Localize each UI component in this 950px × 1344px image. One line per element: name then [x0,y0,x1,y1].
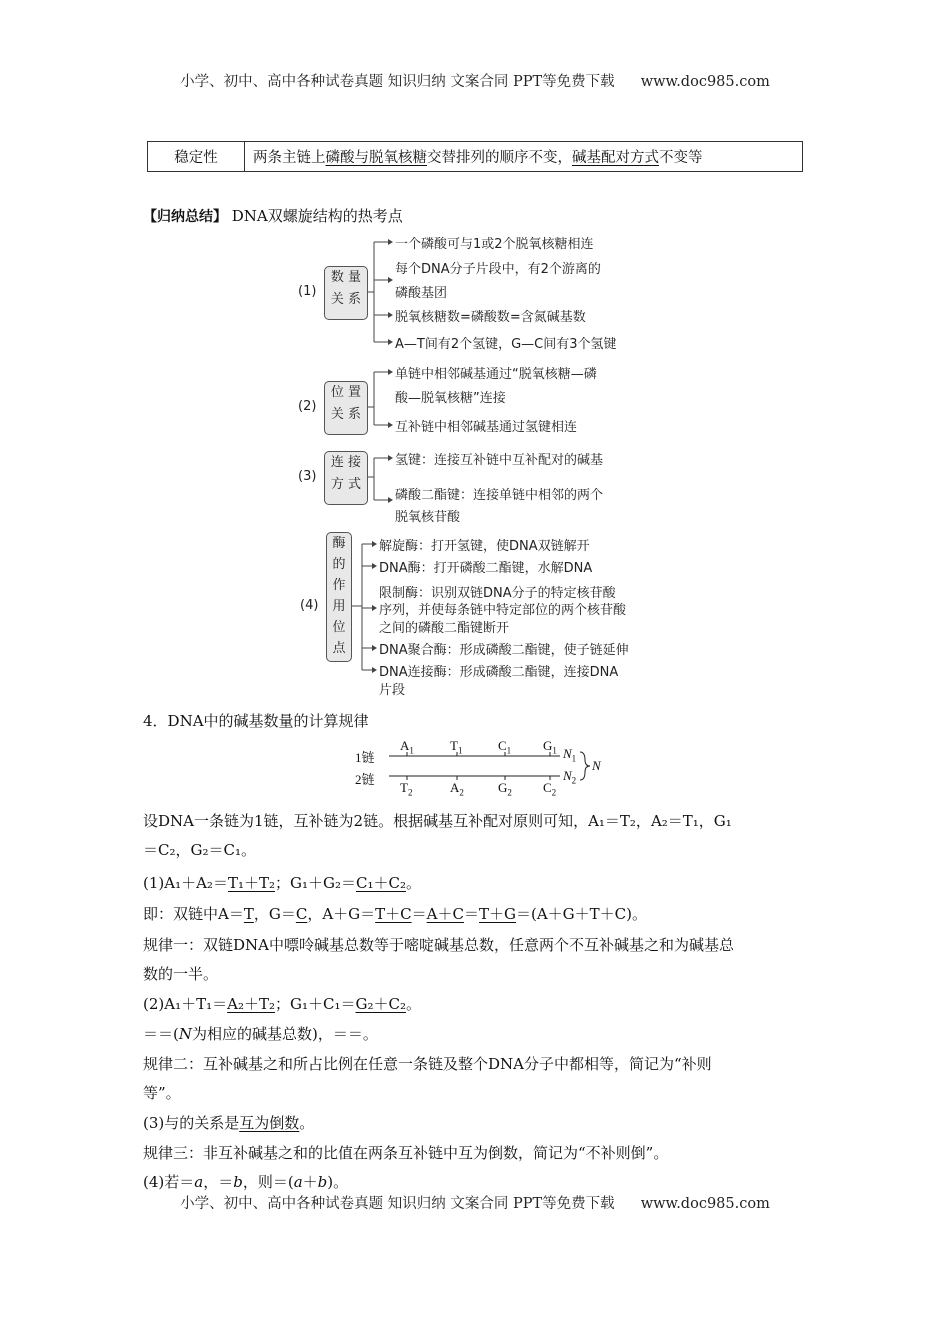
n-label: N [592,758,601,773]
g4-item: 之间的磷酸二酯键断开 [379,621,510,636]
bottom-base: $A_2$ [450,780,464,798]
chain-2-label: 2链 [355,772,375,787]
group-2-box: 位 置 关 系 [324,381,368,435]
group-4-number: (4) [300,598,319,613]
top-base: $A_1$ [400,738,414,756]
g3-item: 磷酸二酯键：连接单链中相邻的两个 [395,488,604,503]
header-url[interactable]: www.doc985.com [640,74,770,90]
body-line: ＝C₂，G₂＝C₁。 [143,841,256,859]
g4-item: DNA酶：打开磷酸二酯键，水解DNA [379,561,593,576]
section-4-title: 4．DNA中的碱基数量的计算规律 [143,712,369,730]
body-line: 设DNA一条链为1链，互补链为2链。根据碱基互补配对原则可知，A₁＝T₂，A₂＝T₁，G₁ [143,812,732,830]
body-line: (2)A₁＋T₁＝A₂＋T₂；G₁＋C₁＝G₂＋C₂。 [143,995,422,1013]
g1-item: 脱氧核糖数=磷酸数=含氮碱基数 [395,310,586,325]
body-line: (1)A₁＋A₂＝T₁＋T₂；G₁＋G₂＝C₁＋C₂。 [143,874,421,892]
g4-item: 片段 [379,683,406,698]
top-base: $T_1$ [450,738,463,756]
n2-label: $N_2$ [563,768,577,786]
g2-item: 单链中相邻碱基通过“脱氧核糖—磷 [395,367,597,382]
top-base: $G_1$ [543,738,557,756]
bottom-base: $T_2$ [400,780,413,798]
bottom-base: $C_2$ [543,780,557,798]
stability-desc: 两条主链上磷酸与脱氧核糖交替排列的顺序不变，碱基配对方式不变等 [245,142,803,172]
n1-label: $N_1$ [563,746,577,764]
body-line: (3)与的关系是互为倒数。 [143,1114,315,1132]
g1-item: 磷酸基团 [395,286,448,301]
group-3-number: (3) [298,469,317,484]
g1-item: A—T间有2个氢键，G—C间有3个氢键 [395,337,617,352]
body-line: ＝＝(N为相应的碱基总数)，＝＝。 [143,1025,378,1043]
g4-item: 序列，并使每条链中特定部位的两个核苷酸 [379,603,627,618]
rule-1: 规律一：双链DNA中嘌呤碱基总数等于嘧啶碱基总数，任意两个不互补碱基之和为碱基总 [143,936,734,954]
body-line: 数的一半。 [143,965,219,983]
g4-item: DNA聚合酶：形成磷酸二酯键，使子链延伸 [379,643,629,658]
rule-3: 规律三：非互补碱基之和的比值在两条互补链中互为倒数，简记为“不补则倒”。 [143,1144,669,1162]
group-1-box: 数 量 关 系 [324,266,368,320]
body-line: 等”。 [143,1084,181,1102]
footer-text: 小学、初中、高中各种试卷真题 知识归纳 文案合同 PPT等免费下载 [180,1196,615,1212]
g4-item: 解旋酶：打开氢键，使DNA双链解开 [379,539,590,554]
group-2-number: (2) [298,399,317,414]
top-base: $C_1$ [498,738,512,756]
summary-title: DNA双螺旋结构的热考点 [231,207,403,225]
summary-tag: 【归纳总结】 [143,209,227,225]
group-3-box: 连 接 方 式 [324,451,368,505]
group-4-box: 酶 的 作 用 位 点 [326,532,352,662]
g3-item: 脱氧核苷酸 [395,510,461,525]
g4-item: DNA连接酶：形成磷酸二酯键，连接DNA [379,665,619,680]
header-text: 小学、初中、高中各种试卷真题 知识归纳 文案合同 PPT等免费下载 [180,74,615,90]
group-1-number: (1) [298,284,317,299]
body-line: (4)若＝a，＝b，则＝(a＋b)。 [143,1173,349,1191]
g2-item: 酸—脱氧核糖”连接 [395,391,506,406]
footer-url[interactable]: www.doc985.com [640,1196,770,1212]
g1-item: 一个磷酸可与1或2个脱氧核糖相连 [395,237,594,252]
stability-label: 稳定性 [148,142,245,172]
body-line: 即：双链中A＝T，G＝C，A＋G＝T＋C＝A＋C＝T＋G＝(A＋G＋T＋C)。 [143,905,647,923]
bottom-base: $G_2$ [498,780,512,798]
rule-2: 规律二：互补碱基之和所占比例在任意一条链及整个DNA分子中都相等，简记为“补则 [143,1055,712,1073]
g2-item: 互补链中相邻碱基通过氢键相连 [395,420,578,435]
page-footer [0,1192,950,1213]
g1-item: 每个DNA分子片段中，有2个游离的 [395,262,601,277]
g3-item: 氢键：连接互补链中互补配对的碱基 [395,453,604,468]
g4-item: 限制酶：识别双链DNA分子的特定核苷酸 [379,586,616,601]
chain-1-label: 1链 [355,750,375,765]
